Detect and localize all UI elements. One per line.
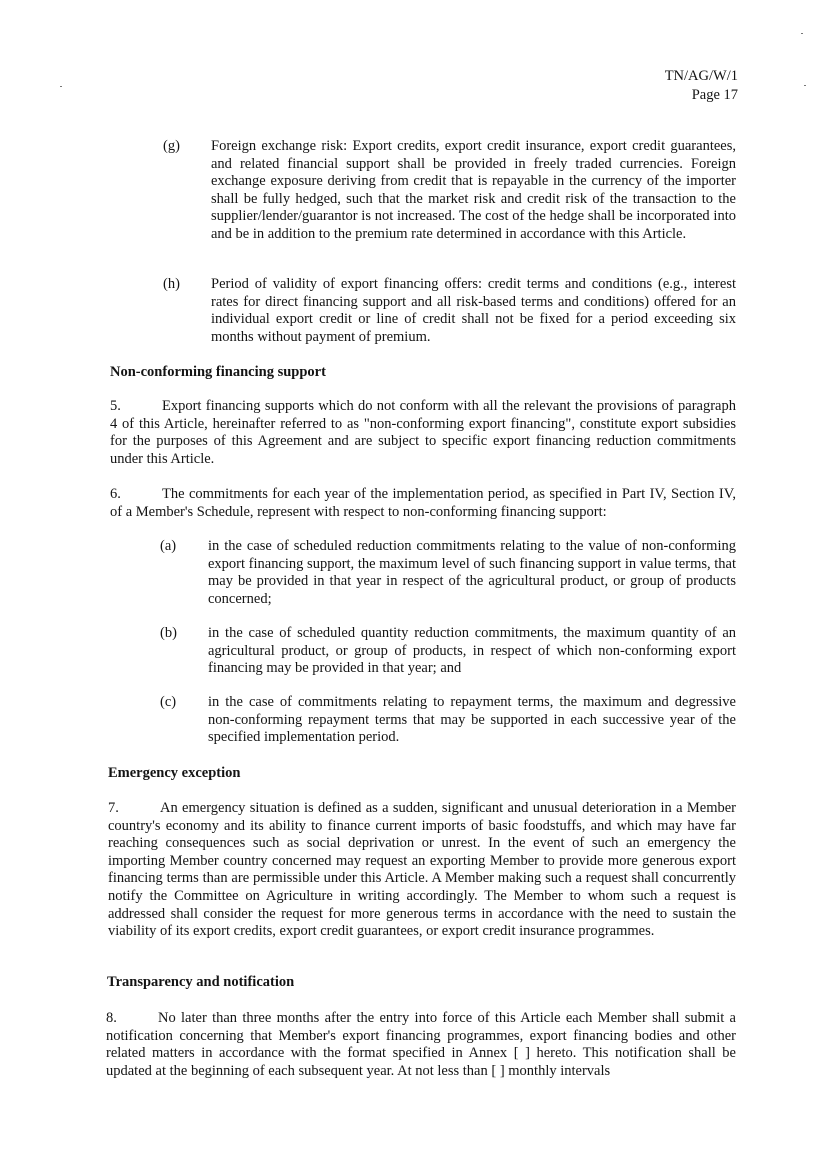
paragraph-text: Export financing supports which do not conform with all the relevant the provisions of paragraph 4 of this Article, hereinafter referred to as "non-conforming export financing", constitute export subsidies for the purposes of this Agreement and are subject to specific export financing reduction commitments under this Article. [110, 398, 736, 467]
subparagraph-text: in the case of scheduled reduction commitments relating to the value of non-conforming export financing support, the maximum level of such financing support in value terms, that may be provided in that year in respect of the agricultural product, or group of products concerned; [208, 538, 736, 607]
section-heading-non-conforming: Non-conforming financing support [110, 364, 326, 380]
paragraph-text: An emergency situation is defined as a sudden, significant and unusual deterioration in a Member country's economy and its ability to finance current imports of basic foodstuffs, and which may have far reaching consequences such as social deprivation or unrest. In the event of such an emergency the importing Member country concerned may request an exporting Member to provide more generous export financing terms than are permissible under this Article. A Member making such a request shall concurrently notify the Committee on Agriculture in writing accordingly. The Member to whom such a request is addressed shall consider the request for more generous terms in accordance with the need to sustain the viability of its export credits, export credit guarantees, or export credit insurance programmes. [108, 800, 736, 940]
subparagraph-g [163, 138, 736, 263]
scan-speck [804, 85, 806, 86]
subparagraph-marker: (b) [160, 625, 177, 641]
paragraph-6 [110, 486, 736, 521]
page-number: Page 17 [691, 87, 738, 103]
subparagraph-text: Foreign exchange risk: Export credits, export credit insurance, export credit guarantees, and related financial support shall be provided in freely traded currencies. Foreign exchange exposure deriving from credit that is repayable in the currency of the importer shall be fully hedged, such that the market risk and credit risk of the transaction to the supplier/lender/guarantor is not increased. The cost of the hedge shall be incorporated into and be in addition to the premium rate determined in accordance with this Article. [211, 138, 736, 242]
paragraph-text: The commitments for each year of the implementation period, as specified in Part IV, Section IV, of a Member's Schedule, represent with respect to non-conforming financing support: [110, 486, 736, 520]
subparagraph-text: in the case of scheduled quantity reduction commitments, the maximum quantity of an agricultural product, or group of products, in respect of which non-conforming export financing may be provided in that year; and [208, 625, 736, 677]
subparagraph-marker: (g) [163, 138, 180, 154]
paragraph-text: No later than three months after the entry into force of this Article each Member shall submit a notification concerning that Member's export financing programmes, export financing bodies and other related matters in accordance with the format specified in Annex [ ] hereto. This notification shall be updated at the beginning of each subsequent year. At not less than [ ] monthly intervals [106, 1010, 736, 1079]
paragraph-number: 5. [110, 398, 121, 414]
section-heading-transparency: Transparency and notification [107, 974, 295, 990]
page-header [665, 67, 738, 105]
scan-speck [801, 33, 803, 34]
paragraph-5 [110, 398, 736, 468]
section-heading-emergency: Emergency exception [108, 765, 241, 781]
subparagraph-b [160, 625, 736, 680]
paragraph-7 [108, 800, 736, 941]
document-symbol: TN/AG/W/1 [664, 68, 738, 84]
paragraph-8 [106, 1010, 736, 1080]
paragraph-number: 8. [106, 1010, 117, 1026]
scan-speck [60, 86, 62, 87]
subparagraph-c [160, 694, 736, 749]
subparagraph-h [163, 276, 736, 348]
paragraph-number: 7. [108, 800, 119, 816]
paragraph-number: 6. [110, 486, 121, 502]
subparagraph-text: in the case of commitments relating to repayment terms, the maximum and degressive non-conforming repayment terms that may be supported in each successive year of the specified implementation period. [208, 694, 736, 746]
subparagraph-marker: (h) [163, 276, 180, 292]
subparagraph-a [160, 538, 736, 610]
subparagraph-text: Period of validity of export financing offers: credit terms and conditions (e.g., interest rates for direct financing support and all risk-based terms and conditions) offered for an individual export credit or line of credit shall not be fixed for a period exceeding six months without payment of premium. [211, 276, 736, 345]
subparagraph-marker: (c) [160, 694, 177, 710]
subparagraph-marker: (a) [160, 538, 177, 554]
